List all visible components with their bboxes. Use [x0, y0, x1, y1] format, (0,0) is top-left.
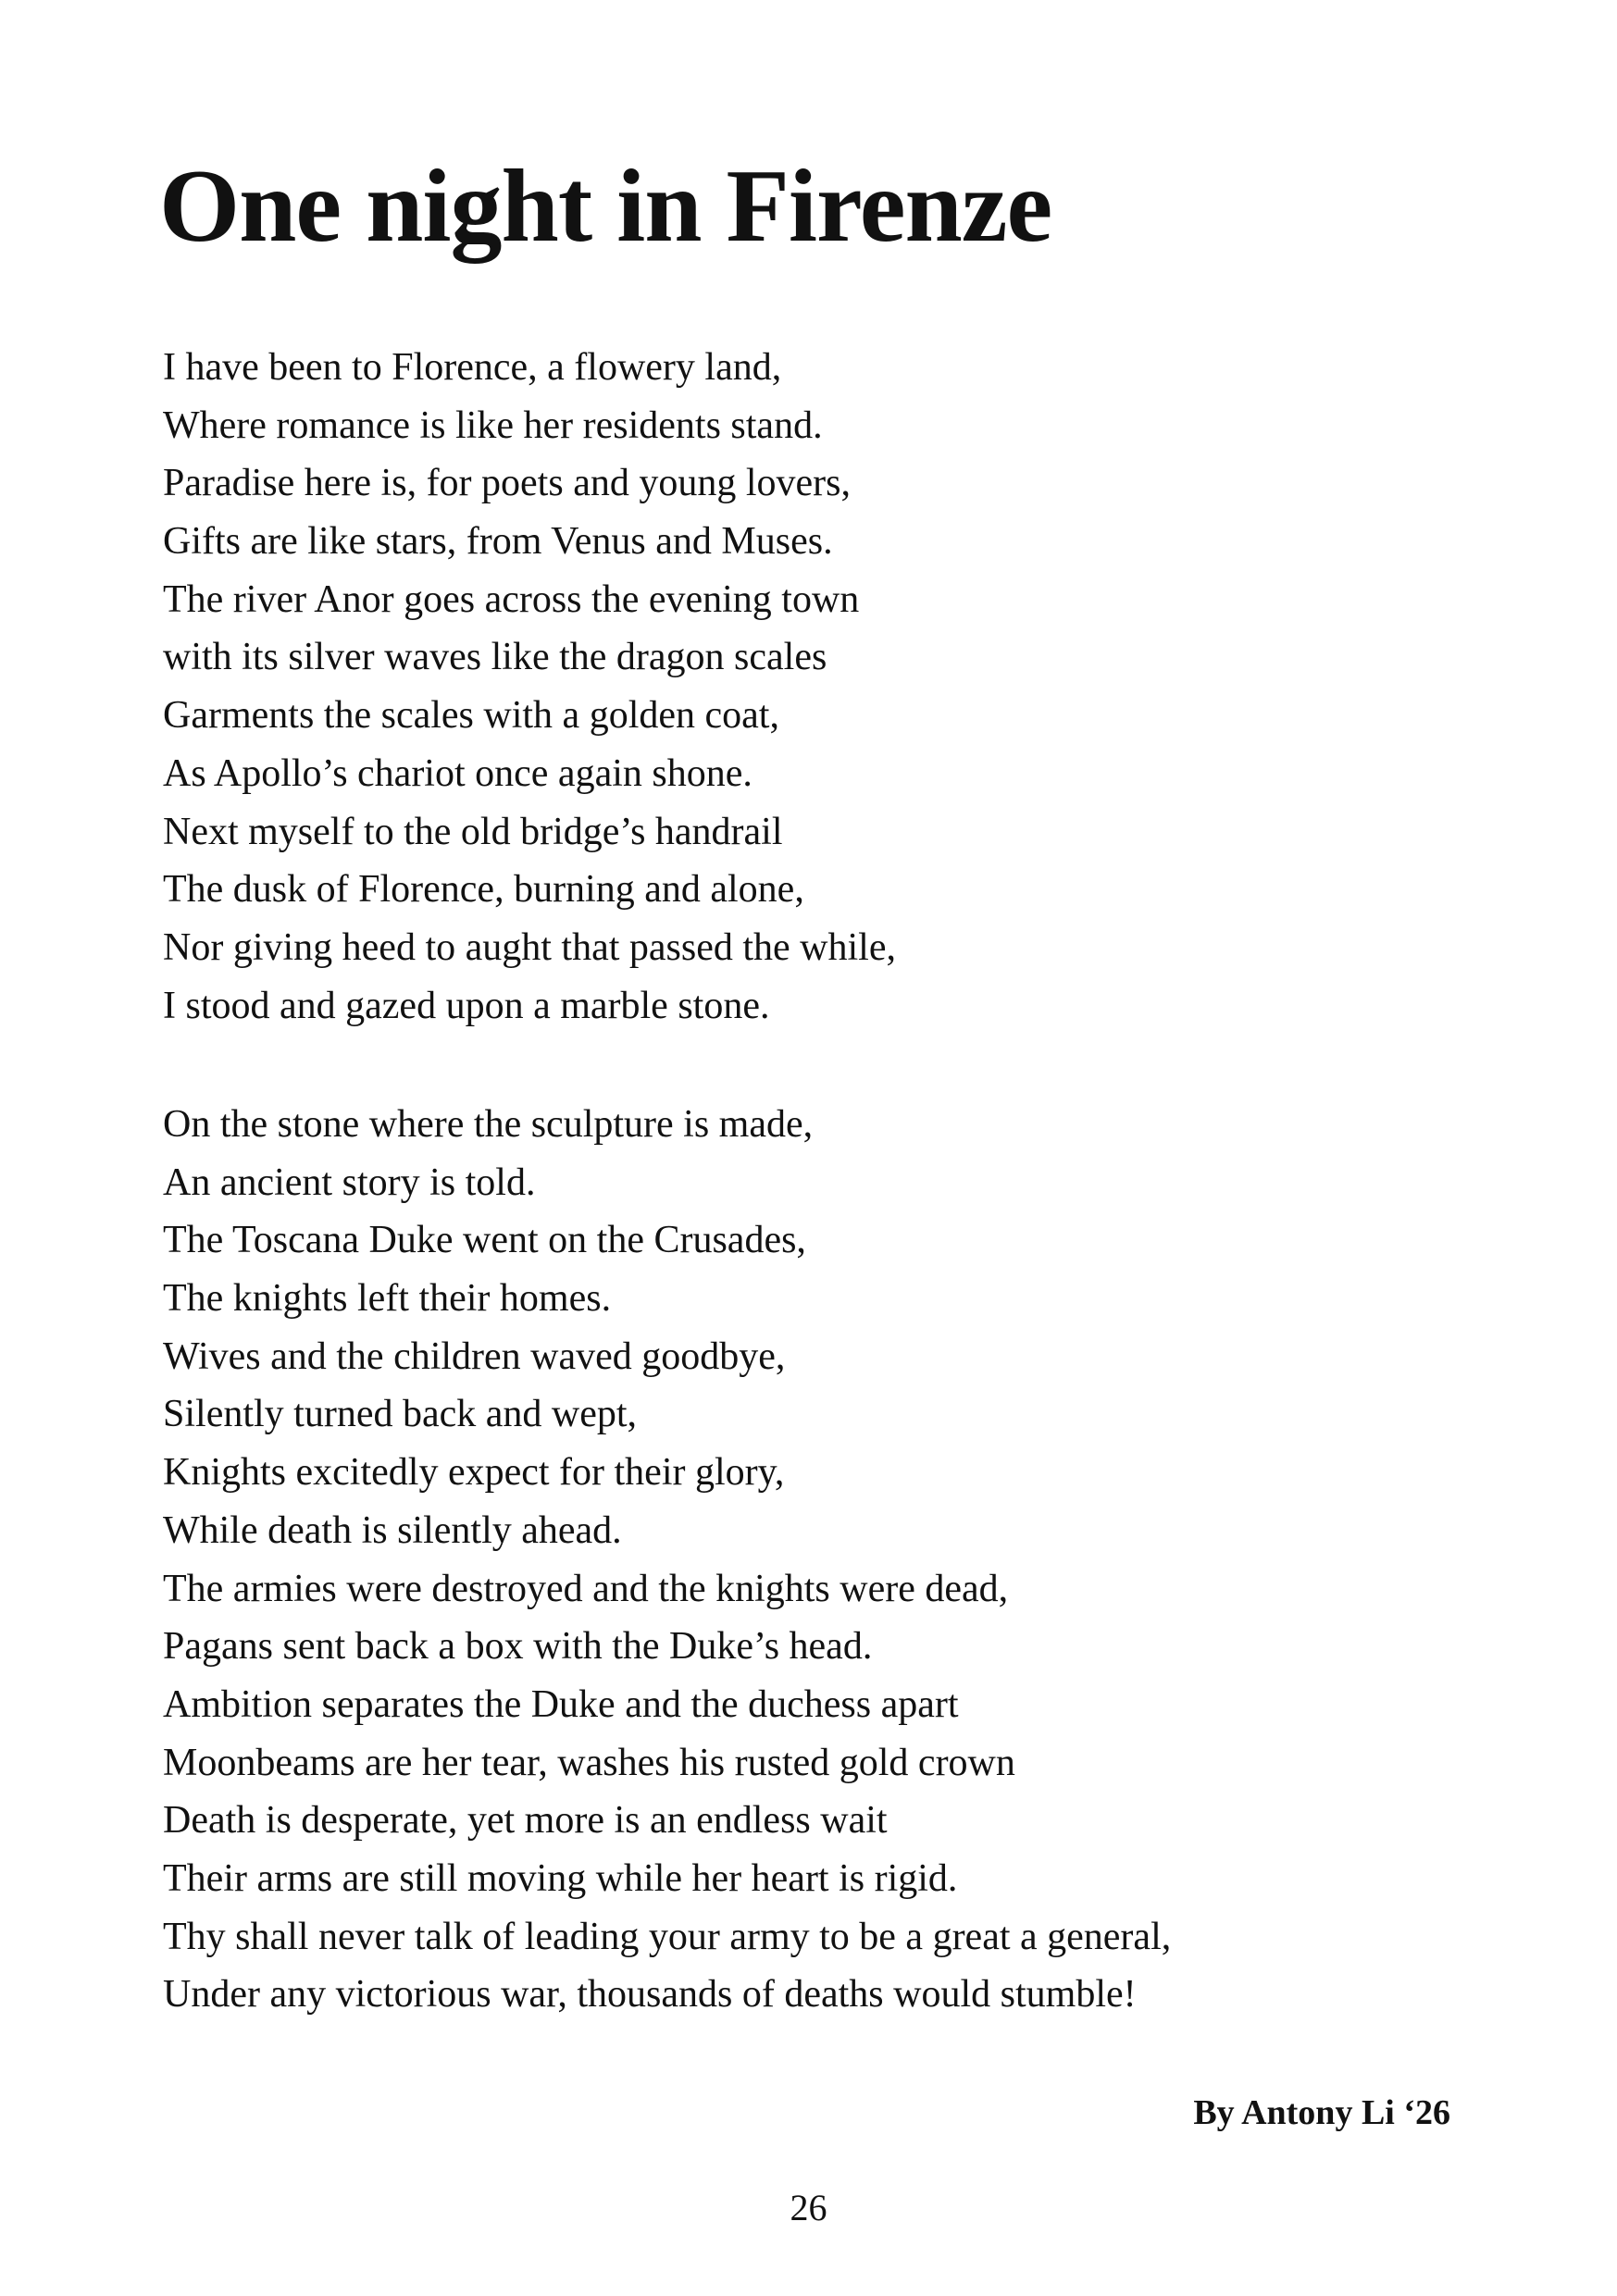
stanza-1	[163, 339, 896, 1035]
poem-line: Silently turned back and wept,	[163, 1393, 638, 1436]
poem-line: The dusk of Florence, burning and alone,	[163, 868, 804, 912]
poem-line: As Apollo’s chariot once again shone.	[163, 751, 753, 795]
poem-line: I have been to Florence, a flowery land,	[163, 346, 782, 389]
poem-line: Under any victorious war, thousands of deaths would stumble!	[163, 1973, 1137, 2017]
poem-line: The armies were destroyed and the knights were dead,	[163, 1567, 1009, 1610]
poem-line: The knights left their homes.	[163, 1277, 612, 1321]
poem-line: Wives and the children waved goodbye,	[163, 1334, 786, 1378]
poem-line: Knights excitedly expect for their glory,	[163, 1451, 785, 1495]
poem-line: The river Anor goes across the evening town	[163, 577, 860, 621]
poem-line: I stood and gazed upon a marble stone.	[163, 984, 770, 1027]
poem-line: Their arms are still moving while her heart is rigid.	[163, 1856, 958, 1900]
poem-line: Paradise here is, for poets and young lovers,	[163, 462, 851, 505]
poem-line: Where romance is like her residents stand.	[163, 403, 823, 447]
poem-line: Garments the scales with a golden coat,	[163, 694, 779, 738]
poem-line: Next myself to the old bridge’s handrail	[163, 810, 783, 853]
poem-line: The Toscana Duke went on the Crusades,	[163, 1219, 806, 1262]
poem-line: While death is silently ahead.	[163, 1508, 622, 1552]
poem-line: An ancient story is told.	[163, 1160, 536, 1204]
poem-line: On the stone where the sculpture is made,	[163, 1103, 814, 1146]
stanza-2	[163, 1096, 1171, 2024]
poem-line: Death is desperate, yet more is an endless wait	[163, 1799, 888, 1843]
poem-line: Pagans sent back a box with the Duke’s head.	[163, 1625, 873, 1669]
poem-line: Ambition separates the Duke and the duchess apart	[163, 1682, 959, 1726]
author-byline: By Antony Li ‘26	[1193, 2093, 1450, 2132]
poem-title: One night in Firenze	[159, 149, 1052, 264]
poem-line: Thy shall never talk of leading your army to be a great a general,	[163, 1915, 1172, 1958]
page-number: 26	[790, 2187, 827, 2228]
poem-line: with its silver waves like the dragon scales	[163, 636, 827, 679]
poem-line: Nor giving heed to aught that passed the while,	[163, 925, 896, 969]
poem-line: Moonbeams are her tear, washes his rusted gold crown	[163, 1741, 1015, 1784]
poem-line: Gifts are like stars, from Venus and Muses.	[163, 520, 833, 564]
